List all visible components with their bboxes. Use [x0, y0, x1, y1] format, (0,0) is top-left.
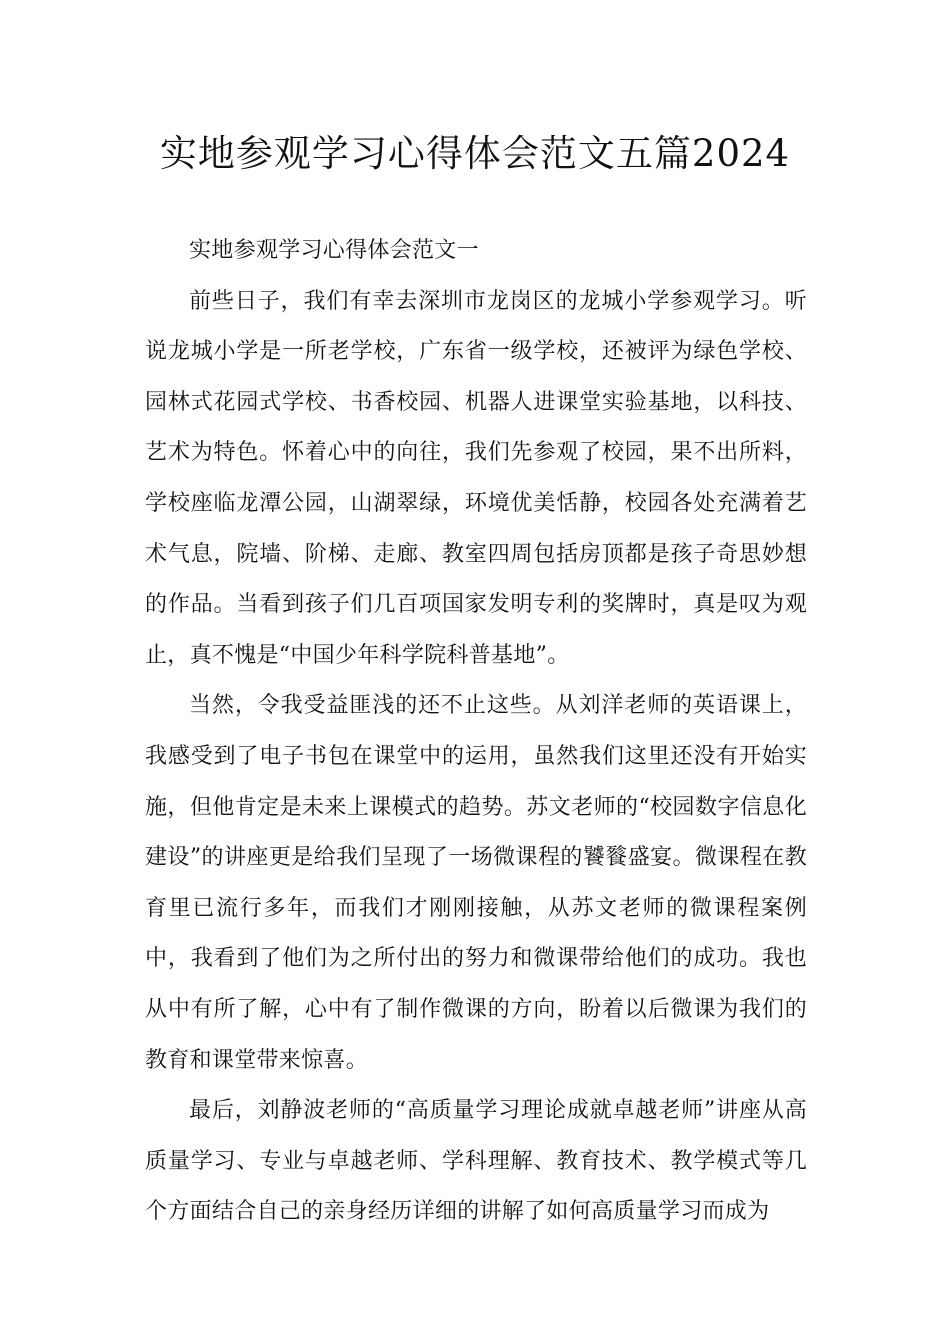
paragraph-3: 最后，刘静波老师的“高质量学习理论成就卓越老师”讲座从高质量学习、专业与卓越老师、学科理解、教育技术、教学模式等几个方面结合自己的亲身经历详细的讲解了如何高质量学习而成为: [145, 1098, 807, 1225]
paragraph-2: 当然，令我受益匪浅的还不止这些。从刘洋老师的英语课上，我感受到了电子书包在课堂中的运用，虽然我们这里还没有开始实施，但他肯定是未来上课模式的趋势。苏文老师的“校园数字信息化建设”的讲座更是给我们呈现了一场微课程的饕餮盛宴。微课程在教育里已流行多年，而我们才刚刚接触，从苏文老师的微课程案例中，我看到了他们为之所付出的努力和微课带给他们的成功。我也从中有所了解，心中有了制作微课的方向，盼着以后微课为我们的教育和课堂带来惊喜。: [145, 693, 807, 1073]
document-body: [145, 226, 807, 1238]
paragraph-1: 前些日子，我们有幸去深圳市龙岗区的龙城小学参观学习。听说龙城小学是一所老学校，广东省一级学校，还被评为绿色学校、园林式花园式学校、书香校园、机器人进课堂实验基地，以科技、艺术为特色。怀着心中的向往，我们先参观了校园，果不出所料，学校座临龙潭公园，山湖翠绿，环境优美恬静，校园各处充满着艺术气息，院墙、阶梯、走廊、教室四周包括房顶都是孩子奇思妙想的作品。当看到孩子们几百项国家发明专利的奖牌时，真是叹为观止，真不愧是“中国少年科学院科普基地”。: [145, 288, 807, 668]
section-heading: 实地参观学习心得体会范文一: [189, 238, 479, 263]
document-title: 实地参观学习心得体会范文五篇2024: [159, 132, 791, 175]
